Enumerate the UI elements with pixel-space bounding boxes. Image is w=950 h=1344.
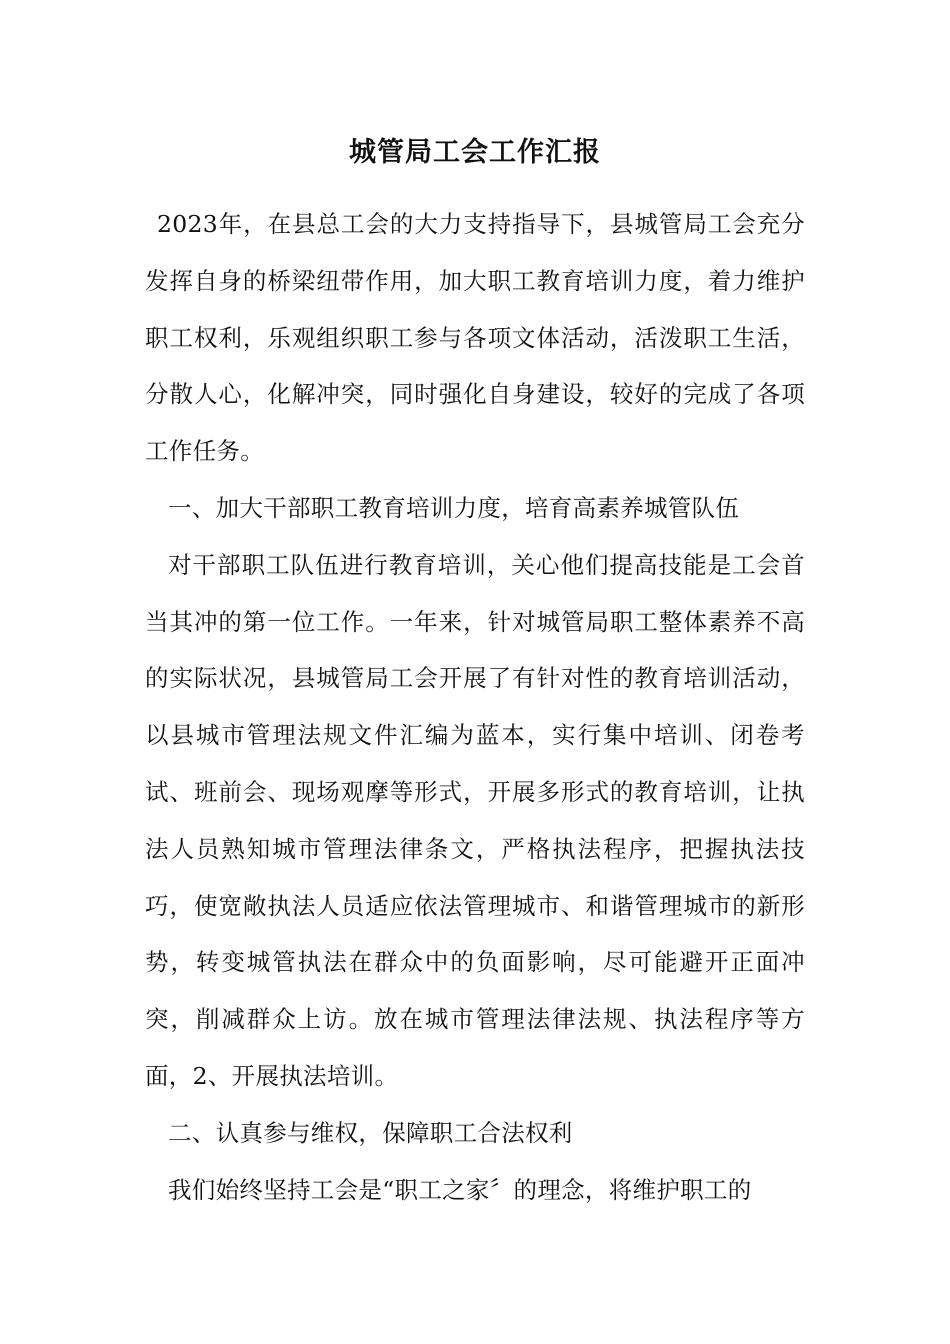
section-2-paragraph: 我们始终坚持工会是“职工之家〞的理念，将维护职工的 <box>168 1175 752 1204</box>
section-heading-2: 二、认真参与维权，保障职工合法权利 <box>168 1118 573 1147</box>
document-body <box>145 196 805 1218</box>
section-1-paragraph: 对干部职工队伍进行教育培训，关心他们提高技能是工会首当其冲的第一位工作。一年来，针对城管局职工整体素养不高的实际状况，县城管局工会开展了有针对性的教育培训活动，以县城市管理法规文件汇编为蓝本，实行集中培训、闭卷考试、班前会、现场观摩等形式，开展多形式的教育培训，让执法人员熟知城市管理法律条文，严格执法程序，把握执法技巧，使宽敞执法人员适应依法管理城市、和谐管理城市的新形势，转变城管执法在群众中的负面影响，尽可能避开正面冲突，削减群众上访。放在城市管理法律法规、执法程序等方面，2、开展执法培训。 <box>145 550 805 1090</box>
intro-paragraph: 2023年，在县总工会的大力支持指导下，县城管局工会充分发挥自身的桥梁纽带作用，加大职工教育培训力度，着力维护职工权利，乐观组织职工参与各项文体活动，活泼职工生活，分散人心，化解冲突，同时强化自身建设，较好的完成了各项工作任务。 <box>145 210 805 466</box>
section-heading-1: 一、加大干部职工教育培训力度，培育高素养城管队伍 <box>168 493 740 522</box>
document-title: 城管局工会工作汇报 <box>349 137 601 168</box>
